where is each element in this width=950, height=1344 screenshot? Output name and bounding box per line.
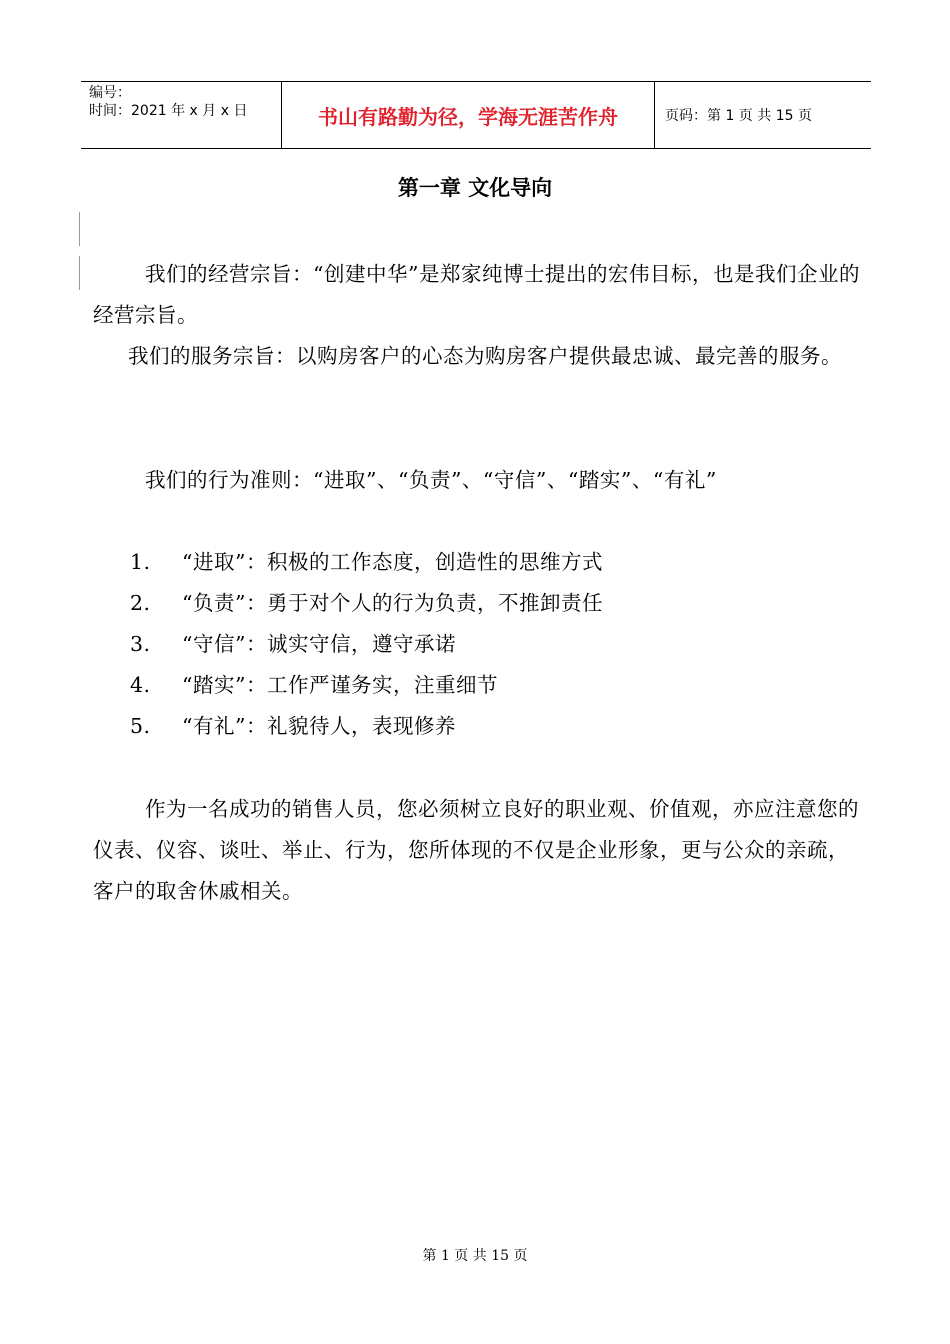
list-number: 3. bbox=[130, 632, 151, 656]
code-list bbox=[130, 542, 850, 747]
list-number: 1. bbox=[130, 550, 151, 574]
service-text: 我们的服务宗旨：以购房客户的心态为购房客户提供最忠诚、最完善的服务。 bbox=[128, 344, 842, 368]
list-number: 5. bbox=[130, 714, 151, 738]
mission-text: 我们的经营宗旨：“创建中华”是郑家纯博士提出的宏伟目标，也是我们企业的经营宗旨。 bbox=[93, 262, 860, 327]
list-number: 4. bbox=[130, 673, 151, 697]
code-paragraph bbox=[93, 460, 865, 501]
list-text: “有礼”：礼貌待人，表现修养 bbox=[182, 714, 456, 738]
header-meta-cell bbox=[81, 82, 281, 148]
margin-mark bbox=[79, 256, 80, 290]
serial-label: 编号： bbox=[89, 85, 131, 101]
list-item bbox=[130, 706, 850, 747]
mission-paragraph bbox=[93, 254, 865, 336]
list-item bbox=[130, 583, 850, 624]
header-page-label: 页码：第 1 页 共 15 页 bbox=[665, 108, 812, 124]
time-label: 时间：2021 年 x 月 x 日 bbox=[89, 103, 248, 119]
list-text: “守信”：诚实守信，遵守承诺 bbox=[182, 632, 456, 656]
list-item bbox=[130, 542, 850, 583]
list-number: 2. bbox=[130, 591, 151, 615]
service-paragraph bbox=[93, 336, 865, 377]
chapter-title: 第一章 文化导向 bbox=[397, 176, 553, 200]
closing-text: 作为一名成功的销售人员，您必须树立良好的职业观、价值观，亦应注意您的仪表、仪容、谈吐、举止、行为，您所体现的不仅是企业形象，更与公众的亲疏，客户的取舍休戚相关。 bbox=[93, 797, 859, 903]
list-text: “进取”：积极的工作态度，创造性的思维方式 bbox=[182, 550, 603, 574]
page-footer: 第 1 页 共 15 页 bbox=[422, 1248, 528, 1264]
list-text: “踏实”：工作严谨务实，注重细节 bbox=[182, 673, 498, 697]
header-motto: 书山有路勤为径，学海无涯苦作舟 bbox=[281, 82, 655, 148]
margin-mark bbox=[79, 212, 80, 246]
closing-paragraph bbox=[93, 789, 865, 912]
list-item bbox=[130, 624, 850, 665]
header-table bbox=[81, 81, 871, 149]
code-text: 我们的行为准则：“进取”、“负责”、“守信”、“踏实”、“有礼” bbox=[145, 468, 717, 492]
list-item bbox=[130, 665, 850, 706]
list-text: “负责”：勇于对个人的行为负责，不推卸责任 bbox=[182, 591, 603, 615]
